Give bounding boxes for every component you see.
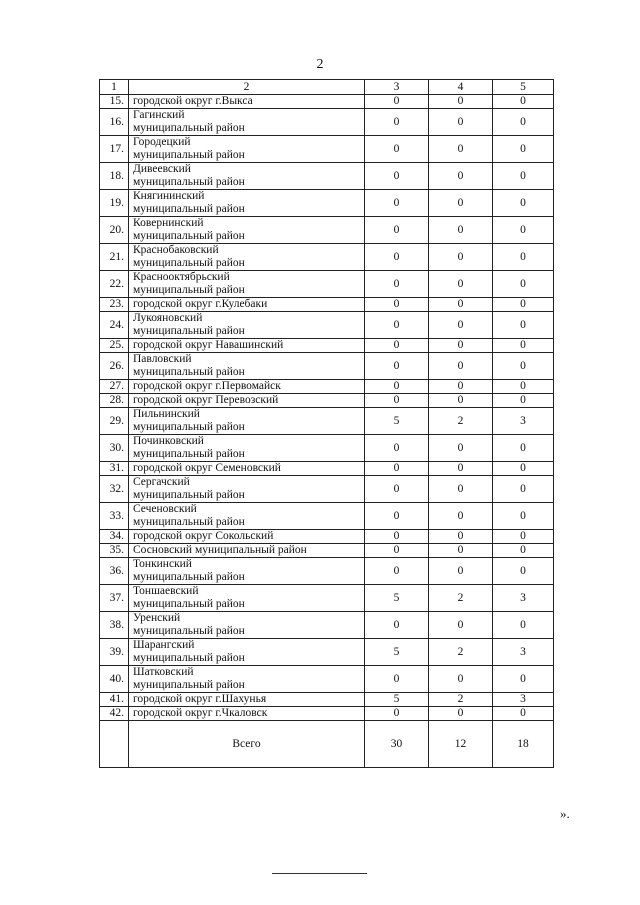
row-value-v1: 0 <box>365 394 429 408</box>
table-row <box>100 190 554 217</box>
row-number: 31. <box>100 462 129 476</box>
row-value-v2: 0 <box>429 339 493 353</box>
row-number: 42. <box>100 707 129 721</box>
row-value-v2: 0 <box>429 394 493 408</box>
row-value-v1: 0 <box>365 380 429 394</box>
table-row <box>100 394 554 408</box>
row-name-line: Лукояновский <box>133 312 203 324</box>
row-name-line: Шатковский <box>133 666 194 678</box>
row-name-line: муниципальный район <box>133 421 245 433</box>
row-number: 39. <box>100 639 129 666</box>
row-name-line: Пильнинский <box>133 408 200 420</box>
row-value-v2: 2 <box>429 639 493 666</box>
row-name <box>129 190 365 217</box>
row-name-line: муниципальный район <box>133 203 245 215</box>
row-name-line: Ковернинский <box>133 217 204 229</box>
row-value-v2: 0 <box>429 462 493 476</box>
row-name <box>129 312 365 339</box>
row-value-v1: 0 <box>365 95 429 109</box>
row-name-line: городской округ Навашинский <box>133 339 284 351</box>
row-name <box>129 95 365 109</box>
table-row <box>100 503 554 530</box>
row-number: 21. <box>100 244 129 271</box>
row-name-line: Тонкинский <box>133 558 192 570</box>
row-value-v3: 0 <box>493 612 554 639</box>
row-value-v3: 3 <box>493 693 554 707</box>
row-value-v3: 0 <box>493 353 554 380</box>
row-value-v3: 0 <box>493 394 554 408</box>
row-value-v3: 0 <box>493 109 554 136</box>
row-value-v1: 0 <box>365 298 429 312</box>
row-value-v2: 0 <box>429 544 493 558</box>
row-number: 32. <box>100 476 129 503</box>
row-name-line: Тоншаевский <box>133 585 199 597</box>
row-value-v2: 0 <box>429 503 493 530</box>
row-name-line: городской округ г.Чкаловск <box>133 707 268 719</box>
table-row <box>100 476 554 503</box>
row-name <box>129 394 365 408</box>
row-name <box>129 476 365 503</box>
row-name-line: городской округ Семеновский <box>133 462 281 474</box>
row-name <box>129 271 365 298</box>
total-row <box>100 721 554 768</box>
row-value-v3: 0 <box>493 530 554 544</box>
row-value-v3: 0 <box>493 298 554 312</box>
row-number: 22. <box>100 271 129 298</box>
table-row <box>100 585 554 612</box>
row-name-line: городской округ Сокольский <box>133 530 274 542</box>
row-number: 19. <box>100 190 129 217</box>
row-value-v2: 0 <box>429 217 493 244</box>
row-value-v2: 0 <box>429 558 493 585</box>
row-value-v1: 0 <box>365 353 429 380</box>
row-value-v1: 0 <box>365 530 429 544</box>
row-name <box>129 217 365 244</box>
row-number: 24. <box>100 312 129 339</box>
row-value-v1: 0 <box>365 312 429 339</box>
row-value-v3: 0 <box>493 666 554 693</box>
table-row <box>100 666 554 693</box>
row-name-line: городской округ Перевозский <box>133 394 279 406</box>
row-value-v2: 0 <box>429 190 493 217</box>
row-number: 28. <box>100 394 129 408</box>
table-row <box>100 136 554 163</box>
table-row <box>100 639 554 666</box>
row-name-line: муниципальный район <box>133 516 245 528</box>
row-value-v3: 3 <box>493 408 554 435</box>
row-value-v2: 0 <box>429 707 493 721</box>
table-row <box>100 271 554 298</box>
row-value-v2: 2 <box>429 408 493 435</box>
row-number: 41. <box>100 693 129 707</box>
row-value-v3: 0 <box>493 339 554 353</box>
row-number: 29. <box>100 408 129 435</box>
row-value-v2: 0 <box>429 95 493 109</box>
row-value-v1: 0 <box>365 558 429 585</box>
row-name <box>129 707 365 721</box>
table-row <box>100 707 554 721</box>
row-value-v2: 0 <box>429 353 493 380</box>
row-name <box>129 244 365 271</box>
row-value-v1: 0 <box>365 707 429 721</box>
row-value-v1: 0 <box>365 271 429 298</box>
row-value-v3: 0 <box>493 476 554 503</box>
row-number: 27. <box>100 380 129 394</box>
row-value-v2: 0 <box>429 271 493 298</box>
row-name-line: муниципальный район <box>133 679 245 691</box>
row-number: 35. <box>100 544 129 558</box>
row-value-v2: 0 <box>429 244 493 271</box>
row-name-line: муниципальный район <box>133 652 245 664</box>
table-row <box>100 435 554 462</box>
row-value-v2: 0 <box>429 612 493 639</box>
row-value-v1: 0 <box>365 476 429 503</box>
table-row <box>100 217 554 244</box>
row-name-line: городской округ г.Первомайск <box>133 380 281 392</box>
total-label: Всего <box>129 721 365 768</box>
row-number: 30. <box>100 435 129 462</box>
row-value-v2: 0 <box>429 530 493 544</box>
row-name-line: муниципальный район <box>133 149 245 161</box>
table-row <box>100 408 554 435</box>
row-name-line: Городецкий <box>133 136 191 148</box>
row-name-line: муниципальный район <box>133 598 245 610</box>
row-value-v3: 0 <box>493 190 554 217</box>
row-value-v2: 0 <box>429 435 493 462</box>
header-cell: 2 <box>129 80 365 95</box>
row-value-v1: 0 <box>365 163 429 190</box>
row-name <box>129 558 365 585</box>
total-empty-cell <box>100 721 129 768</box>
row-name-line: муниципальный район <box>133 366 245 378</box>
bottom-rule <box>272 873 367 874</box>
row-name-line: муниципальный район <box>133 230 245 242</box>
row-number: 25. <box>100 339 129 353</box>
row-value-v3: 0 <box>493 462 554 476</box>
row-name <box>129 462 365 476</box>
row-name <box>129 163 365 190</box>
row-name-line: Дивеевский <box>133 163 191 175</box>
row-name-line: городской округ г.Кулебаки <box>133 298 268 310</box>
row-value-v1: 0 <box>365 612 429 639</box>
row-value-v3: 0 <box>493 380 554 394</box>
data-table <box>99 79 554 768</box>
row-value-v2: 0 <box>429 476 493 503</box>
row-number: 33. <box>100 503 129 530</box>
row-value-v2: 0 <box>429 298 493 312</box>
row-value-v1: 5 <box>365 585 429 612</box>
row-value-v3: 3 <box>493 585 554 612</box>
row-name <box>129 612 365 639</box>
row-value-v3: 0 <box>493 136 554 163</box>
row-name-line: муниципальный район <box>133 122 245 134</box>
table-row <box>100 612 554 639</box>
row-value-v2: 2 <box>429 693 493 707</box>
row-number: 40. <box>100 666 129 693</box>
row-name-line: муниципальный район <box>133 284 245 296</box>
row-value-v3: 0 <box>493 217 554 244</box>
row-name-line: Гагинский <box>133 109 185 121</box>
row-value-v1: 0 <box>365 666 429 693</box>
row-value-v2: 0 <box>429 163 493 190</box>
page-number: 2 <box>316 57 324 72</box>
row-value-v3: 3 <box>493 639 554 666</box>
row-name-line: Уренский <box>133 612 181 624</box>
table-row <box>100 462 554 476</box>
row-name-line: Краснооктябрьский <box>133 271 230 283</box>
row-name <box>129 585 365 612</box>
closing-quote: ». <box>560 806 570 821</box>
row-value-v1: 0 <box>365 544 429 558</box>
row-name <box>129 530 365 544</box>
table-row <box>100 95 554 109</box>
row-name-line: Павловский <box>133 353 192 365</box>
row-value-v1: 5 <box>365 408 429 435</box>
row-name <box>129 503 365 530</box>
row-value-v3: 0 <box>493 244 554 271</box>
row-number: 20. <box>100 217 129 244</box>
row-value-v1: 0 <box>365 244 429 271</box>
row-value-v3: 0 <box>493 271 554 298</box>
row-value-v3: 0 <box>493 312 554 339</box>
row-value-v3: 0 <box>493 163 554 190</box>
row-value-v1: 5 <box>365 639 429 666</box>
row-name <box>129 693 365 707</box>
header-cell: 5 <box>493 80 554 95</box>
row-value-v2: 0 <box>429 136 493 163</box>
row-name <box>129 298 365 312</box>
row-value-v3: 0 <box>493 435 554 462</box>
row-name-line: Сергачский <box>133 476 190 488</box>
row-name <box>129 339 365 353</box>
table-row <box>100 544 554 558</box>
row-name-line: Сеченовский <box>133 503 197 515</box>
header-cell: 3 <box>365 80 429 95</box>
row-name-line: городской округ г.Выкса <box>133 95 253 107</box>
row-value-v1: 0 <box>365 503 429 530</box>
table-row <box>100 380 554 394</box>
row-number: 38. <box>100 612 129 639</box>
total-value-v1: 30 <box>365 721 429 768</box>
table-row <box>100 298 554 312</box>
row-name <box>129 408 365 435</box>
row-value-v3: 0 <box>493 95 554 109</box>
row-name-line: муниципальный район <box>133 448 245 460</box>
row-name <box>129 435 365 462</box>
row-number: 26. <box>100 353 129 380</box>
row-name <box>129 109 365 136</box>
table-row <box>100 109 554 136</box>
row-value-v1: 5 <box>365 693 429 707</box>
row-value-v2: 0 <box>429 380 493 394</box>
row-name <box>129 639 365 666</box>
row-value-v1: 0 <box>365 217 429 244</box>
row-name-line: городской округ г.Шахунья <box>133 693 267 705</box>
row-name-line: муниципальный район <box>133 625 245 637</box>
header-cell: 4 <box>429 80 493 95</box>
row-name <box>129 136 365 163</box>
row-value-v3: 0 <box>493 503 554 530</box>
row-number: 18. <box>100 163 129 190</box>
row-name-line: Шарангский <box>133 639 195 651</box>
row-name-line: муниципальный район <box>133 571 245 583</box>
row-value-v1: 0 <box>365 339 429 353</box>
table-header-row <box>100 80 554 95</box>
row-value-v2: 2 <box>429 585 493 612</box>
row-name-line: муниципальный район <box>133 325 245 337</box>
row-number: 23. <box>100 298 129 312</box>
row-name-line: Сосновский муниципальный район <box>133 544 307 556</box>
row-value-v3: 0 <box>493 558 554 585</box>
total-value-v2: 12 <box>429 721 493 768</box>
row-number: 16. <box>100 109 129 136</box>
row-value-v3: 0 <box>493 544 554 558</box>
row-value-v1: 0 <box>365 462 429 476</box>
row-value-v1: 0 <box>365 136 429 163</box>
row-value-v1: 0 <box>365 190 429 217</box>
row-value-v1: 0 <box>365 435 429 462</box>
row-name-line: муниципальный район <box>133 176 245 188</box>
row-number: 37. <box>100 585 129 612</box>
table-row <box>100 530 554 544</box>
table-row <box>100 558 554 585</box>
table-row <box>100 244 554 271</box>
row-name-line: муниципальный район <box>133 257 245 269</box>
row-name-line: Починковский <box>133 435 204 447</box>
row-name-line: муниципальный район <box>133 489 245 501</box>
header-cell: 1 <box>100 80 129 95</box>
row-value-v2: 0 <box>429 666 493 693</box>
row-value-v2: 0 <box>429 312 493 339</box>
row-value-v1: 0 <box>365 109 429 136</box>
total-value-v3: 18 <box>493 721 554 768</box>
row-name-line: Княгининский <box>133 190 205 202</box>
row-value-v3: 0 <box>493 707 554 721</box>
row-name <box>129 544 365 558</box>
row-name <box>129 666 365 693</box>
table-row <box>100 312 554 339</box>
table-row <box>100 163 554 190</box>
row-name <box>129 380 365 394</box>
row-name-line: Краснобаковский <box>133 244 219 256</box>
row-number: 15. <box>100 95 129 109</box>
row-value-v2: 0 <box>429 109 493 136</box>
table-row <box>100 339 554 353</box>
table-row <box>100 693 554 707</box>
row-name <box>129 353 365 380</box>
table-row <box>100 353 554 380</box>
row-number: 34. <box>100 530 129 544</box>
row-number: 36. <box>100 558 129 585</box>
row-number: 17. <box>100 136 129 163</box>
